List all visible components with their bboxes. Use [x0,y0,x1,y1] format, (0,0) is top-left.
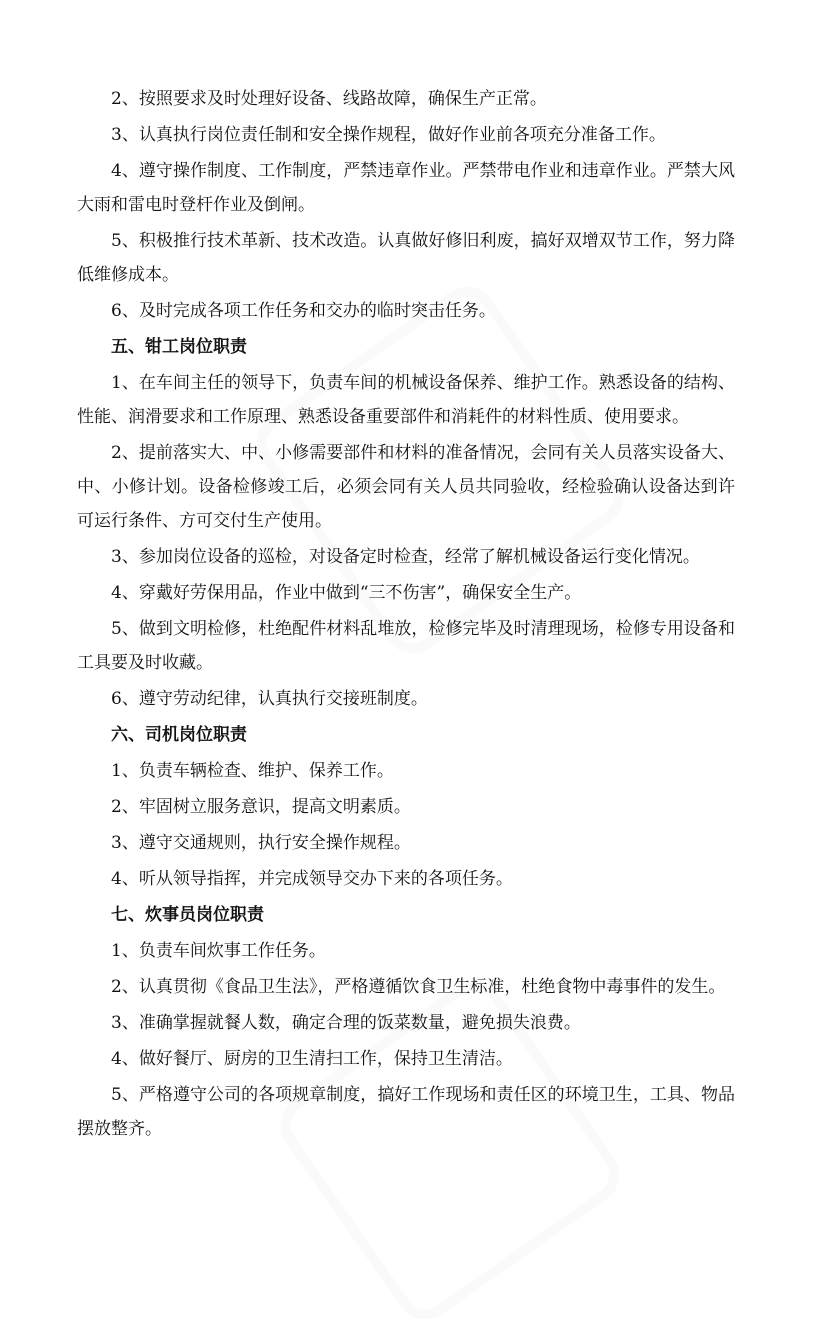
paragraph: 4、遵守操作制度、工作制度，严禁违章作业。严禁带电作业和违章作业。严禁大风大雨和雷电时登杆作业及倒闸。 [77,161,735,215]
paragraph: 5、严格遵守公司的各项规章制度，搞好工作现场和责任区的环境卫生，工具、物品摆放整齐。 [77,1085,735,1139]
document-body [77,82,735,1148]
paragraph: 3、准确掌握就餐人数，确定合理的饭菜数量，避免损失浪费。 [111,1013,581,1033]
section-heading: 五、钳工岗位职责 [111,337,247,357]
paragraph: 4、听从领导指挥，并完成领导交办下来的各项任务。 [111,869,513,889]
paragraph: 4、穿戴好劳保用品，作业中做到“三不伤害”，确保安全生产。 [111,583,582,603]
paragraph: 6、及时完成各项工作任务和交办的临时突击任务。 [111,301,496,321]
paragraph: 5、做到文明检修，杜绝配件材料乱堆放，检修完毕及时清理现场，检修专用设备和工具要及时收藏。 [77,619,735,673]
paragraph: 3、遵守交通规则，执行安全操作规程。 [111,833,411,853]
paragraph: 2、提前落实大、中、小修需要部件和材料的准备情况，会同有关人员落实设备大、中、小修计划。设备检修竣工后，必须会同有关人员共同验收，经检验确认设备达到许可运行条件、方可交付生产使用。 [77,443,735,531]
section-heading: 六、司机岗位职责 [111,725,247,745]
paragraph: 2、认真贯彻《食品卫生法》，严格遵循饮食卫生标准，杜绝食物中毒事件的发生。 [111,977,726,997]
paragraph: 1、负责车间炊事工作任务。 [111,941,326,961]
paragraph: 2、牢固树立服务意识，提高文明素质。 [111,797,411,817]
paragraph: 3、参加岗位设备的巡检，对设备定时检查，经常了解机械设备运行变化情况。 [111,547,700,567]
paragraph: 4、做好餐厅、厨房的卫生清扫工作，保持卫生清洁。 [111,1049,513,1069]
paragraph: 1、负责车辆检查、维护、保养工作。 [111,761,394,781]
paragraph: 2、按照要求及时处理好设备、线路故障，确保生产正常。 [111,89,547,109]
paragraph: 6、遵守劳动纪律，认真执行交接班制度。 [111,689,428,709]
paragraph: 5、积极推行技术革新、技术改造。认真做好修旧利废，搞好双增双节工作，努力降低维修成本。 [77,231,735,285]
paragraph: 1、在车间主任的领导下，负责车间的机械设备保养、维护工作。熟悉设备的结构、性能、润滑要求和工作原理、熟悉设备重要部件和消耗件的材料性质、使用要求。 [77,373,735,427]
section-heading: 七、炊事员岗位职责 [111,905,264,925]
paragraph: 3、认真执行岗位责任制和安全操作规程，做好作业前各项充分准备工作。 [111,125,666,145]
